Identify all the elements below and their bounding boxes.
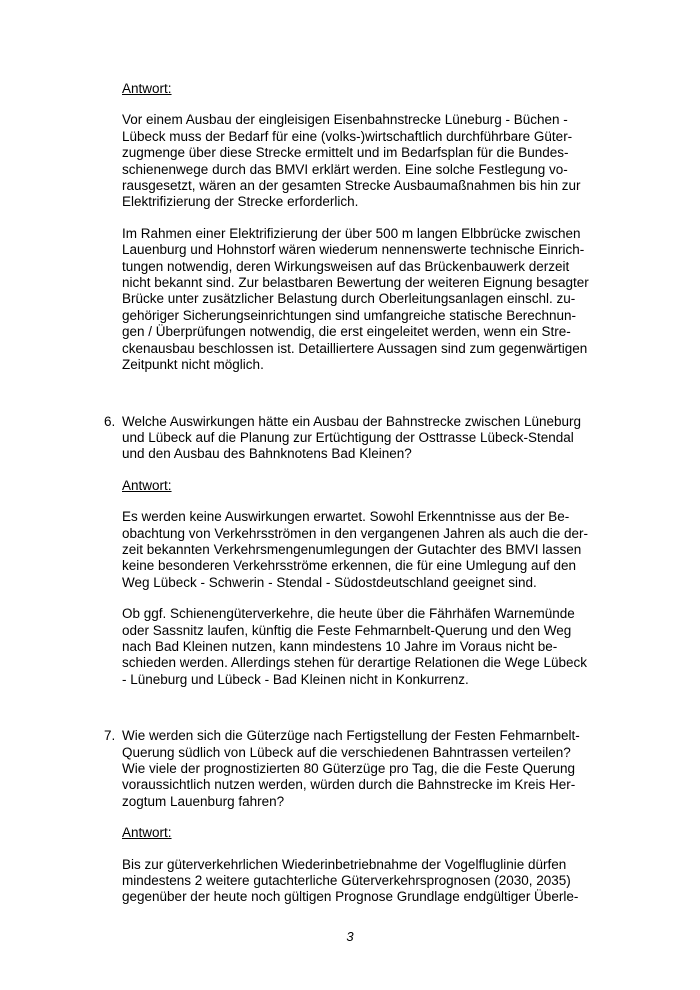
paragraph xyxy=(122,112,608,210)
paragraph xyxy=(122,857,608,906)
text-line: keine besonderen Verkehrsströme erkennen, die für eine Umlegung auf den xyxy=(122,558,577,574)
text-line: gegenüber der heute noch gültigen Prognose Grundlage endgültiger Überle- xyxy=(122,889,579,905)
question-text xyxy=(122,414,581,463)
text-line: Welche Auswirkungen hätte ein Ausbau der Bahnstrecke zwischen Lüneburg xyxy=(122,413,582,429)
answer-label-text: Antwort: xyxy=(122,81,172,96)
question xyxy=(104,728,608,810)
text-line: schienenwege durch das BMVI erklärt werden. Eine solche Festlegung vo- xyxy=(122,161,568,177)
paragraph xyxy=(122,606,608,688)
question-text xyxy=(122,728,580,810)
text-line: Lübeck muss der Bedarf für eine (volks-)wirtschaftlich durchführbare Güter- xyxy=(122,128,573,144)
text-line: Im Rahmen einer Elektrifizierung der über 500 m langen Elbbrücke zwischen xyxy=(122,225,581,241)
text-line: mindestens 2 weitere gutachterliche Güterverkehrsprognosen (2030, 2035) xyxy=(122,873,571,889)
text-line: zeit bekannten Verkehrsmengenumlegungen der Gutachter des BMVI lassen xyxy=(122,541,582,557)
text-line: Querung südlich von Lübeck auf die verschiedenen Bahntrassen verteilen? xyxy=(122,744,571,760)
text-line: rausgesetzt, wären an der gesamten Strecke Ausbaumaßnahmen bis hin zur xyxy=(122,178,581,194)
text-line: Bis zur güterverkehrlichen Wiederinbetriebnahme der Vogelfluglinie dürfen xyxy=(122,856,567,872)
text-line: Brücke unter zusätzlicher Belastung durch Oberleitungsanlagen einschl. zu- xyxy=(122,291,576,307)
text-line: Elektrifizierung der Strecke erforderlich. xyxy=(122,194,359,210)
text-line: Wie werden sich die Güterzüge nach Fertigstellung der Festen Fehmarnbelt- xyxy=(122,728,580,744)
text-line: schieden werden. Allerdings stehen für derartige Relationen die Wege Lübeck xyxy=(122,655,588,671)
text-line: - Lüneburg und Lübeck - Bad Kleinen nicht in Konkurrenz. xyxy=(122,671,469,687)
answer-label xyxy=(122,81,608,97)
text-line: oder Sassnitz laufen, künftig die Feste Fehmarnbelt-Querung und den Weg xyxy=(122,622,572,638)
text-line: und Lübeck auf die Planung zur Ertüchtigung der Osttrasse Lübeck-Stendal xyxy=(122,429,574,445)
question-number: 7. xyxy=(104,728,116,744)
text-line: Weg Lübeck - Schwerin - Stendal - Südostdeutschland geeignet sind. xyxy=(122,574,537,590)
answer-label-text: Antwort: xyxy=(122,825,172,841)
text-line: gehöriger Sicherungseinrichtungen sind umfangreiche statische Berechnun- xyxy=(122,307,577,323)
page-number: 3 xyxy=(346,929,354,944)
text-line: voraussichtlich nutzen werden, würden durch die Bahnstrecke im Kreis Her- xyxy=(122,777,576,793)
question-number: 6. xyxy=(104,413,116,429)
question xyxy=(104,414,608,463)
text-line: Wie viele der prognostizierten 80 Güterzüge pro Tag, die die Feste Querung xyxy=(122,761,576,776)
text-line: zogtum Lauenburg fahren? xyxy=(122,793,285,809)
text-line: Vor einem Ausbau der eingleisigen Eisenbahnstrecke Lüneburg - Büchen - xyxy=(122,112,568,128)
paragraph xyxy=(122,226,608,374)
text-line: nach Bad Kleinen nutzen, kann mindestens 10 Jahre im Voraus nicht be- xyxy=(122,638,558,654)
text-line: tungen notwendig, deren Wirkungsweisen auf das Brückenbauwerk derzeit xyxy=(122,258,570,274)
text-line: und den Ausbau des Bahnknotens Bad Kleinen? xyxy=(122,446,412,462)
text-line: gen / Überprüfungen notwendig, die erst eingeleitet werden, wenn ein Stre- xyxy=(122,324,571,340)
text-line: zugmenge über diese Strecke ermittelt und im Bedarfsplan für die Bundes- xyxy=(122,145,569,161)
text-line: Es werden keine Auswirkungen erwartet. Sowohl Erkenntnisse aus der Be- xyxy=(122,509,570,525)
text-line: Lauenburg und Hohnstorf wären wiederum nennenswerte technische Einrich- xyxy=(122,242,585,258)
paragraph xyxy=(122,509,608,591)
text-line: nicht bekannt sind. Zur belastbaren Bewertung der weiteren Eignung besagter xyxy=(122,275,589,291)
text-line: Zeitpunkt nicht möglich. xyxy=(122,357,264,373)
answer-label xyxy=(122,478,608,494)
text-line: obachtung von Verkehrsströmen in den vergangenen Jahren als auch die der- xyxy=(122,525,589,541)
answer-label-text: Antwort: xyxy=(122,477,172,493)
document-blocks xyxy=(104,81,608,906)
text-line: ckenausbau beschlossen ist. Detailliertere Aussagen sind zum gegenwärtigen xyxy=(122,340,588,356)
answer-label xyxy=(122,825,608,841)
text-line: Ob ggf. Schienengüterverkehre, die heute über die Fährhäfen Warnemünde xyxy=(122,606,575,622)
